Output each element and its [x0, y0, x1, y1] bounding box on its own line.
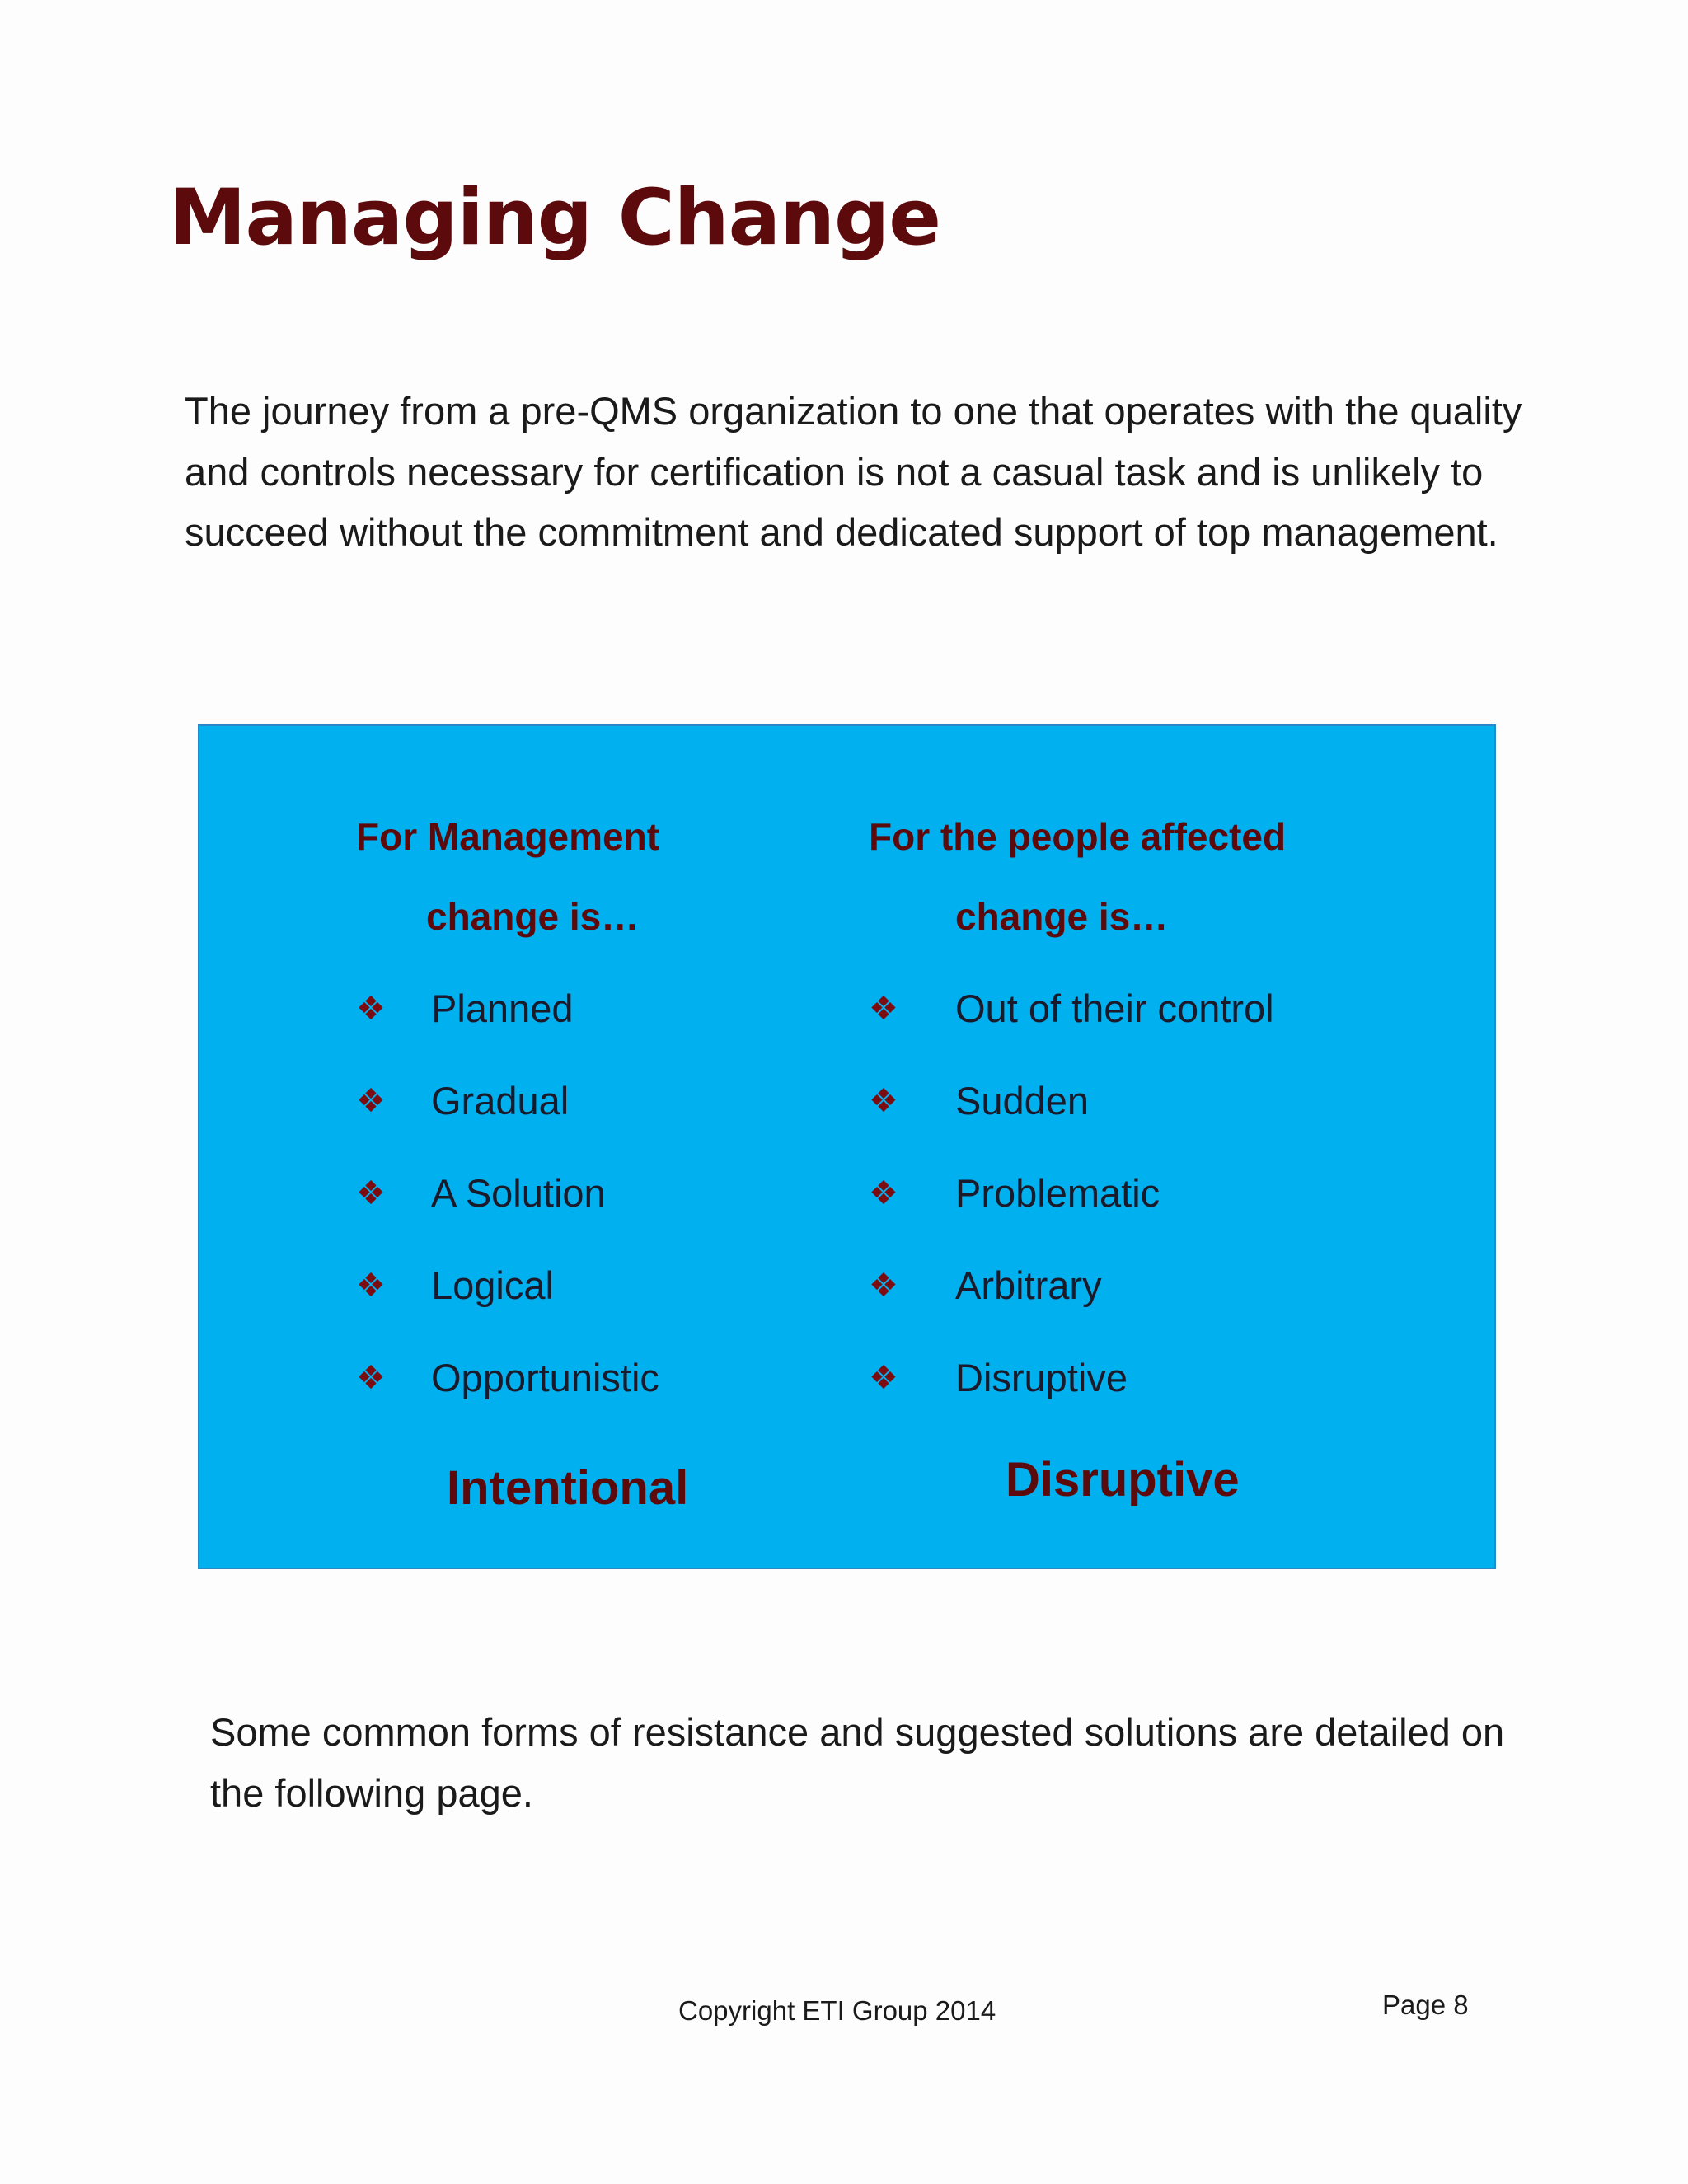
people-subheading: change is… [955, 895, 1169, 938]
management-heading: For Management [356, 815, 660, 858]
diamond-bullet-icon: ❖ [356, 1267, 386, 1305]
people-item: Disruptive [955, 1356, 1128, 1399]
closing-paragraph: Some common forms of resistance and suggested solutions are detailed on the following page. [210, 1710, 1505, 1815]
diamond-bullet-icon: ❖ [869, 990, 898, 1028]
footer-copyright: Copyright ETI Group 2014 [678, 1995, 996, 2026]
people-item: Out of their control [955, 987, 1274, 1030]
people-item: Sudden [955, 1079, 1090, 1122]
management-item: Logical [431, 1263, 554, 1307]
intro-paragraph: The journey from a pre-QMS organization to one that operates with the quality and controls necessary for certification is not a casual task and is unlikely to succeed without the commitment and dedicated support of top management. [185, 389, 1522, 554]
management-item: Gradual [431, 1079, 570, 1122]
page-title: Managing Change [169, 173, 941, 263]
diamond-bullet-icon: ❖ [869, 1267, 898, 1305]
comparison-panel [198, 724, 1496, 1569]
diamond-bullet-icon: ❖ [356, 1359, 386, 1397]
people-item: Arbitrary [955, 1263, 1102, 1307]
page-number: Page 8 [1382, 1990, 1469, 2020]
diamond-bullet-icon: ❖ [356, 990, 386, 1028]
management-item: Opportunistic [431, 1356, 659, 1399]
diamond-bullet-icon: ❖ [869, 1174, 898, 1212]
people-heading: For the people affected [869, 815, 1287, 858]
management-subheading: change is… [426, 895, 640, 938]
diamond-bullet-icon: ❖ [356, 1082, 386, 1120]
diamond-bullet-icon: ❖ [356, 1174, 386, 1212]
diamond-bullet-icon: ❖ [869, 1082, 898, 1120]
people-summary: Disruptive [1006, 1453, 1240, 1507]
management-summary: Intentional [447, 1461, 689, 1515]
people-item: Problematic [955, 1171, 1160, 1215]
management-item: Planned [431, 987, 574, 1030]
management-item: A Solution [431, 1171, 606, 1215]
diamond-bullet-icon: ❖ [869, 1359, 898, 1397]
